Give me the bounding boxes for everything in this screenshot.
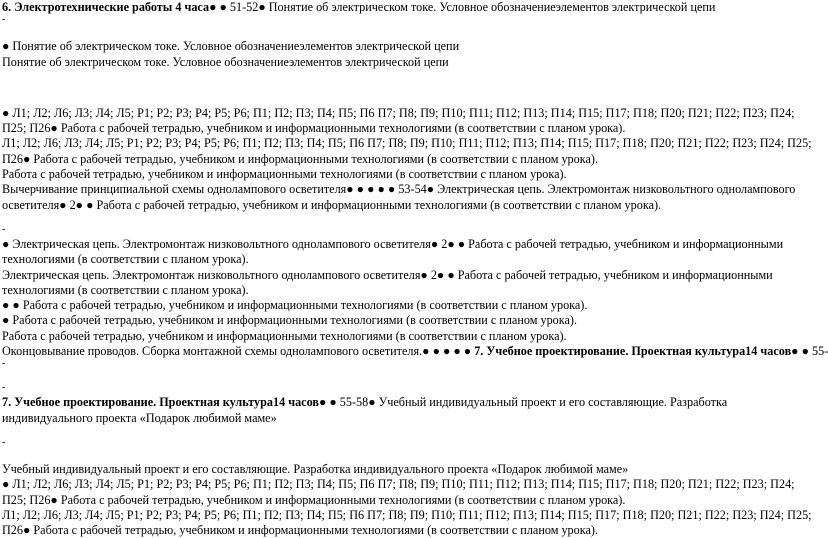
paragraph-competencies-bullet-2: ● Л1; Л2; Л6; Л3; Л4; Л5; Р1; Р2; Р3; Р4; Р5; Р6; П1; П2; П3; П4; П5; П6 П7; П8; П9; П10; П11; П12; П13; П14; П15; П17; П18; П20; П21; П22; П23; П24; П25; П26● Работа с рабочей тетрадью, учебником и информационными технологиями (в соответствии с планом урока). — [2, 477, 795, 507]
section-7-heading-line — [2, 395, 814, 426]
wiring-tail: 55- — [808, 344, 828, 359]
paragraph-circuit-bullet: ● Электрическая цепь. Электромонтаж низковольтного однолампового осветителя● 2● ● Работа с рабочей тетрадью, учебником и информационными технологиями (в соответствии с планом урока). — [2, 236, 784, 267]
paragraph-project: Учебный индивидуальный проект и его составляющие. Разработка индивидуального проекта «Подарок любимой маме» — [2, 461, 629, 476]
section-7-title: 7. Учебное проектирование. Проектная культура14 часов● ● — [2, 395, 337, 410]
section-6-rest: ● ● 51-52● Понятие об электрическом токе. Условное обозначениеэлементов электрической цепи — [209, 0, 716, 14]
paragraph-workbook-1: Работа с рабочей тетрадью, учебником и информационными технологиями (в соответствии с планом урока). — [2, 167, 567, 182]
section-6-heading-line — [2, 0, 814, 15]
separator-dash-1: - — [2, 14, 6, 26]
paragraph-topic: Понятие об электрическом токе. Условное обозначениеэлементов электрической цепи — [2, 54, 449, 69]
paragraph-workbook-2: ● ● Работа с рабочей тетрадью, учебником и информационными технологиями (в соответствии с планом урока). — [2, 298, 588, 313]
paragraph-workbook-3: ● Работа с рабочей тетрадью, учебником и информационными технологиями (в соответствии с планом урока). — [2, 313, 578, 328]
paragraph-topic-bullet: ● Понятие об электрическом токе. Условное обозначениеэлементов электрической цепи — [2, 39, 460, 54]
section-7-title-inline: 7. Учебное проектирование. Проектная культура14 часов● ● — [474, 344, 809, 359]
paragraph-competencies: Л1; Л2; Л6; Л3; Л4; Л5; Р1; Р2; Р3; Р4; Р5; Р6; П1; П2; П3; П4; П5; П6 П7; П8; П9; П10; П11; П12; П13; П14; П15; П17; П18; П20; П21; П22; П23; П24; П25; П26● Работа с рабочей тетрадью, учебником и информационными технологиями (в соответствии с планом урока). — [2, 136, 812, 166]
separator-dash-2: - — [2, 223, 6, 235]
section-7-rest: 55-58● Учебный индивидуальный проект и его составляющие. Разработка индивидуального проекта «Подарок любимой маме» — [2, 395, 728, 425]
paragraph-circuit: Электрическая цепь. Электромонтаж низковольтного однолампового осветителя● 2● ● Работа с рабочей тетрадью, учебником и информационными технологиями (в соответствии с планом урока). — [2, 267, 773, 297]
paragraph-schematic: Вычерчивание принципиальной схемы однолампового осветителя● ● ● ● ● 53-54● Электрическая цепь. Электромонтаж низковольтного однолампового осветителя● 2● ● Работа с рабочей тетрадью, учебником и информационными технологиями (в соответствии с планом урока). — [2, 182, 796, 212]
wiring-text: Оконцовывание проводов. Сборка монтажной схемы однолампового осветителя.● ● ● ● ● — [2, 344, 475, 359]
paragraph-wiring — [2, 344, 828, 359]
separator-dash-4: - — [2, 382, 6, 394]
paragraph-competencies-2: Л1; Л2; Л6; Л3; Л4; Л5; Р1; Р2; Р3; Р4; Р5; Р6; П1; П2; П3; П4; П5; П6 П7; П8; П9; П10; П11; П12; П13; П14; П15; П17; П18; П20; П21; П22; П23; П24; П25; П26● Работа с рабочей тетрадью, учебником и информационными технологиями (в соответствии с планом урока). — [2, 507, 812, 538]
paragraph-workbook-4: Работа с рабочей тетрадью, учебником и информационными технологиями (в соответствии с планом урока). — [2, 328, 567, 343]
section-6-title: 6. Электротехнические работы 4 часа — [2, 0, 210, 14]
paragraph-competencies-bullet: ● Л1; Л2; Л6; Л3; Л4; Л5; Р1; Р2; Р3; Р4; Р5; Р6; П1; П2; П3; П4; П5; П6 П7; П8; П9; П10; П11; П12; П13; П14; П15; П17; П18; П20; П21; П22; П23; П24; П25; П26● Работа с рабочей тетрадью, учебником и информационными технологиями (в соответствии с планом урока). — [2, 105, 795, 136]
document-body — [2, 0, 828, 538]
separator-dash-3: - — [2, 358, 6, 370]
separator-dash-5: - — [2, 436, 6, 448]
